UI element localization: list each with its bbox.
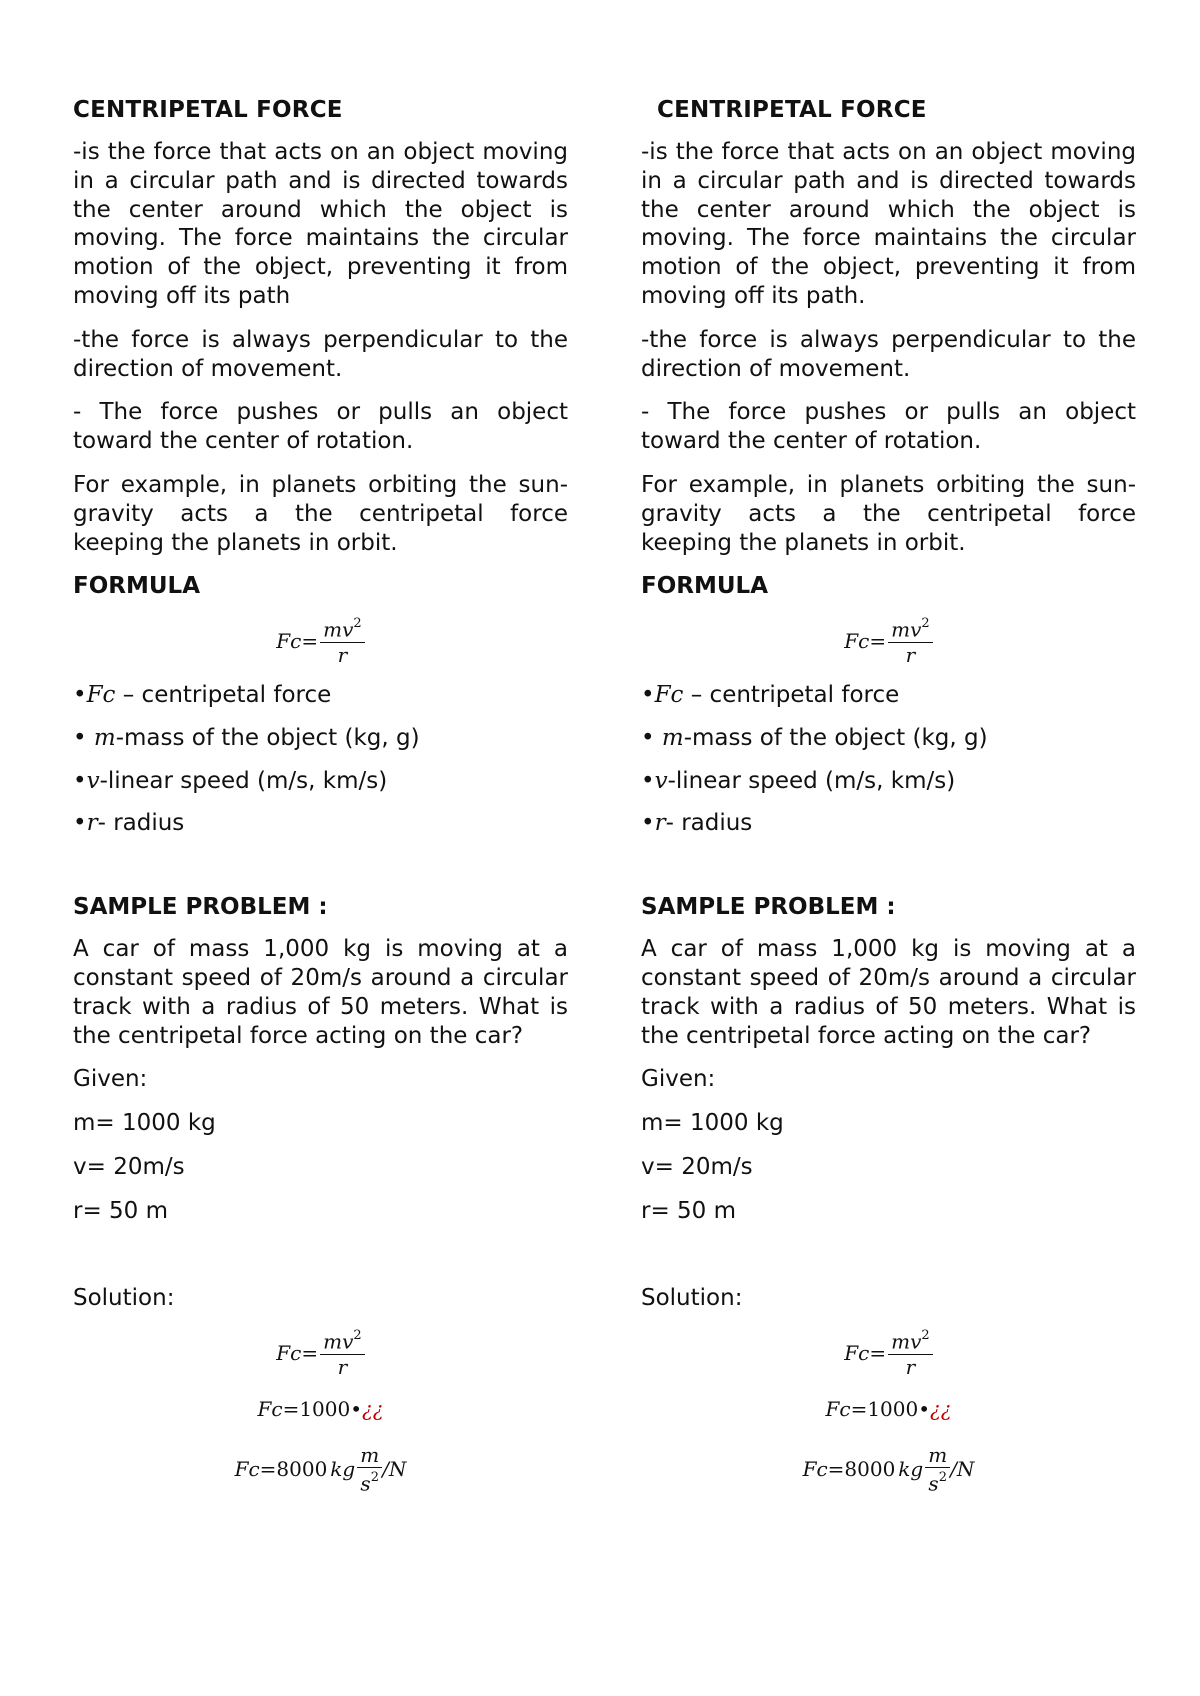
formula-eq: = bbox=[301, 628, 319, 653]
formula-heading: FORMULA bbox=[73, 573, 200, 600]
legend-item-fc: •Fc – centripetal force bbox=[73, 682, 332, 709]
formula-exponent: 2 bbox=[353, 616, 362, 632]
sample-problem-heading: SAMPLE PROBLEM : bbox=[73, 894, 328, 921]
given-speed-right: v= 20m/s bbox=[641, 1153, 753, 1180]
example-paragraph: For example, in planets orbiting the sun- gravity acts a the centripetal force keeping the planets in orbit. bbox=[73, 471, 568, 556]
legend-item-fc-right: •Fc – centripetal force bbox=[641, 682, 900, 709]
legend-item-r: •r- radius bbox=[73, 810, 185, 837]
given-speed: v= 20m/s bbox=[73, 1153, 185, 1180]
given-mass-right: m= 1000 kg bbox=[641, 1110, 784, 1137]
given-radius-right: r= 50 m bbox=[641, 1197, 737, 1224]
solution-equation-1-right: Fc = $\frac{mv^2}{r}$ bbox=[641, 1326, 1136, 1379]
solution-label-right: Solution: bbox=[641, 1284, 743, 1311]
legend-item-m-right: • m-mass of the object (kg, g) bbox=[641, 724, 988, 751]
sample-problem-heading-right: SAMPLE PROBLEM : bbox=[641, 894, 896, 921]
formula-equation-right: Fc = $\frac{mv^2}{r}$ bbox=[641, 614, 1136, 667]
formula-lhs: Fc bbox=[276, 628, 302, 653]
right-column bbox=[641, 96, 1136, 1496]
solution-equation-2-right: Fc =1000• ¿¿ bbox=[825, 1397, 952, 1422]
definition-paragraph-3: - The force pushes or pulls an object toward the center of rotation. bbox=[73, 399, 568, 455]
formula-equation bbox=[73, 614, 568, 667]
definition-paragraph-1: -is the force that acts on an object moving in a circular path and is directed towards the center around which the object is moving. The force maintains the circular motion of the object, preventing it from moving off its path bbox=[73, 139, 568, 309]
given-label-right: Given: bbox=[641, 1066, 716, 1093]
definition-paragraph-1-right: -is the force that acts on an object moving in a circular path and is directed towards the center around which the object is moving. The force maintains the circular motion of the object, preventing it from moving off its path. bbox=[641, 139, 1136, 309]
definition-paragraph-2: -the force is always perpendicular to the direction of movement. bbox=[73, 326, 568, 382]
solution-equation-1: Fc = $\frac{mv^2}{r}$ bbox=[73, 1326, 568, 1379]
solution-equation-2: Fc =1000• ¿¿ bbox=[257, 1397, 384, 1422]
legend-item-m: • m-mass of the object (kg, g) bbox=[73, 724, 420, 751]
formula-fraction bbox=[320, 614, 365, 667]
solution-label: Solution: bbox=[73, 1284, 175, 1311]
legend-item-r-right: •r- radius bbox=[641, 810, 753, 837]
legend-item-v-right: •v-linear speed (m/s, km/s) bbox=[641, 767, 956, 794]
formula-heading-right: FORMULA bbox=[641, 573, 768, 600]
page-title-right: CENTRIPETAL FORCE bbox=[657, 97, 927, 123]
formula-denominator: r bbox=[337, 643, 348, 668]
definition-paragraph-3-right: - The force pushes or pulls an object toward the center of rotation. bbox=[641, 399, 1136, 455]
solution-equation-3: Fc =8000 kg $\frac{m}{s^2}$ /N bbox=[234, 1443, 407, 1496]
left-column bbox=[73, 96, 568, 1496]
problem-text-right: A car of mass 1,000 kg is moving at a constant speed of 20m/s around a circular track with a radius of 50 meters. What is the centripetal force acting on the car? bbox=[641, 936, 1136, 1049]
given-mass: m= 1000 kg bbox=[73, 1110, 216, 1137]
legend-item-v: •v-linear speed (m/s, km/s) bbox=[73, 767, 388, 794]
solution-equation-3-right: Fc =8000 kg $\frac{m}{s^2}$ /N bbox=[802, 1443, 975, 1496]
formula-numerator: mv bbox=[323, 618, 354, 643]
given-label: Given: bbox=[73, 1066, 148, 1093]
given-radius: r= 50 m bbox=[73, 1197, 169, 1224]
definition-paragraph-2-right: -the force is always perpendicular to the direction of movement. bbox=[641, 326, 1136, 382]
example-paragraph-right: For example, in planets orbiting the sun- gravity acts a the centripetal force keeping the planets in orbit. bbox=[641, 471, 1136, 556]
page-title: CENTRIPETAL FORCE bbox=[73, 97, 343, 123]
problem-text: A car of mass 1,000 kg is moving at a constant speed of 20m/s around a circular track with a radius of 50 meters. What is the centripetal force acting on the car? bbox=[73, 936, 568, 1049]
